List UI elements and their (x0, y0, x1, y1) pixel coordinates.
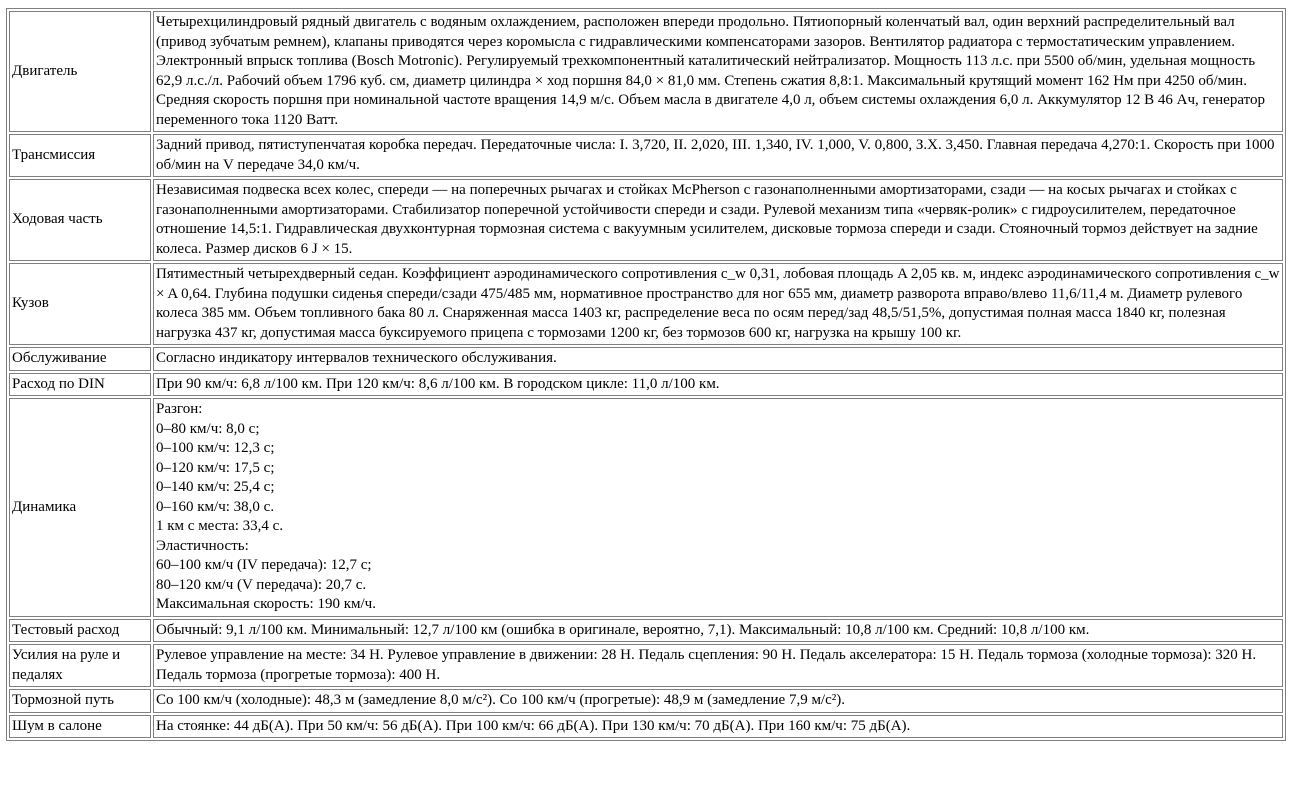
row-din-consumption (9, 373, 1283, 397)
row-body (9, 263, 1283, 345)
dynamics-line: 60–100 км/ч (IV передача): 12,7 с; (156, 557, 372, 573)
row-label: Ходовая часть (9, 179, 151, 261)
row-dynamics (9, 398, 1283, 617)
row-label: Шум в салоне (9, 715, 151, 739)
row-service (9, 347, 1283, 371)
dynamics-line: 0–160 км/ч: 38,0 с. (156, 498, 275, 515)
row-transmission (9, 134, 1283, 177)
row-value: Задний привод, пятиступенчатая коробка передач. Передаточные числа: I. 3,720, II. 2,020, III. 1,340, IV. 1,000, V. 0,800, З.Х. 3,450. Главная передача 4,270:1. Скорость при 1000 об/мин на V передаче 34,0 км/ч. (153, 134, 1283, 177)
dynamics-line: 80–120 км/ч (V передача): 20,7 с. (156, 576, 367, 593)
row-label: Трансмиссия (9, 134, 151, 177)
row-label: Тормозной путь (9, 689, 151, 713)
dynamics-line: Разгон: (156, 401, 203, 417)
dynamics-line: 0–120 км/ч: 17,5 с; (156, 459, 275, 476)
row-value: Четырехцилиндровый рядный двигатель с водяным охлаждением, расположен впереди продольно. Пятиопорный коленчатый вал, один верхний распределительный вал (привод зубчатым ремнем), клапаны приводятся через коромысла с гидравлическими компенсаторами зазоров. Вентилятор радиатора с термостатическим управлением. Электронный впрыск топлива (Bosch Motronic). Регулируемый трехкомпонентный каталитический нейтрализатор. Мощность 113 л.с. при 5500 об/мин, удельная мощность 62,9 л.с./л. Рабочий объем 1796 куб. см, диаметр цилиндра × ход поршня 84,0 × 81,0 мм. Степень сжатия 8,8:1. Максимальный крутящий момент 162 Нм при 4250 об/мин. Средняя скорость поршня при номинальной частоте вращения 14,9 м/с. Объем масла в двигателе 4,0 л, объем системы охлаждения 6,0 л. Аккумулятор 12 В 46 Ач, генератор переменного тока 1120 Ватт. (153, 11, 1283, 132)
row-value-lines (153, 398, 1283, 617)
row-value: На стоянке: 44 дБ(А). При 50 км/ч: 56 дБ(А). При 100 км/ч: 66 дБ(А). При 130 км/ч: 70 дБ(А). При 160 км/ч: 75 дБ(А). (153, 715, 1283, 739)
dynamics-line: 1 км с места: 33,4 с. (156, 518, 284, 534)
row-value: При 90 км/ч: 6,8 л/100 км. При 120 км/ч: 8,6 л/100 км. В городском цикле: 11,0 л/100 км. (153, 373, 1283, 397)
row-label: Расход по DIN (9, 373, 151, 397)
row-cabin-noise (9, 715, 1283, 739)
row-test-consumption (9, 619, 1283, 643)
row-engine (9, 11, 1283, 132)
row-label: Обслуживание (9, 347, 151, 371)
dynamics-line: Эластичность: (156, 537, 249, 554)
row-value: Независимая подвеска всех колес, спереди — на поперечных рычагах и стойках McPherson с газонаполненными амортизаторами, сзади — на косых рычагах и стойках с газонаполненными амортизаторами. Стабилизатор поперечной устойчивости спереди и сзади. Рулевой механизм типа «червяк-ролик» с гидроусилителем, передаточное отношение 14,5:1. Гидравлическая двухконтурная тормозная система с вакуумным усилителем, дисковые тормоза спереди и сзади. Стояночный тормоз действует на задние колеса. Размер дисков 6 J × 15. (153, 179, 1283, 261)
row-label: Тестовый расход (9, 619, 151, 643)
row-value: Пятиместный четырехдверный седан. Коэффициент аэродинамического сопротивления c_w 0,31, лобовая площадь A 2,05 кв. м, индекс аэродинамического сопротивления c_w × A 0,64. Глубина подушки сиденья спереди/сзади 475/485 мм, нормативное пространство для ног 655 мм, диаметр разворота вправо/влево 11,6/11,4 м. Диаметр рулевого колеса 385 мм. Объем топливного бака 80 л. Снаряженная масса 1403 кг, распределение веса по осям перед/зад 48,5/51,5%, допустимая полная масса 1840 кг, полезная нагрузка 437 кг, допустимая масса буксируемого прицепа с тормозами 1200 кг, без тормозов 600 кг, нагрузка на крышу 100 кг. (153, 263, 1283, 345)
row-braking-distance (9, 689, 1283, 713)
row-steering-pedal-forces (9, 644, 1283, 687)
row-label: Кузов (9, 263, 151, 345)
row-value: Согласно индикатору интервалов технического обслуживания. (153, 347, 1283, 371)
row-label: Динамика (9, 398, 151, 617)
dynamics-line: 0–100 км/ч: 12,3 с; (156, 440, 275, 456)
row-value: Обычный: 9,1 л/100 км. Минимальный: 12,7 л/100 км (ошибка в оригинале, вероятно, 7,1). Максимальный: 10,8 л/100 км. Средний: 10,8 л/100 км. (153, 619, 1283, 643)
spec-table (6, 8, 1286, 741)
dynamics-line: 0–80 км/ч: 8,0 с; (156, 420, 260, 437)
dynamics-line: 0–140 км/ч: 25,4 с; (156, 479, 275, 495)
row-value: Со 100 км/ч (холодные): 48,3 м (замедление 8,0 м/с²). Со 100 км/ч (прогретые): 48,9 м (замедление 7,9 м/с²). (153, 689, 1283, 713)
row-label: Усилия на руле и педалях (9, 644, 151, 687)
row-value: Рулевое управление на месте: 34 Н. Рулевое управление в движении: 28 Н. Педаль сцепления: 90 Н. Педаль акселератора: 15 Н. Педаль тормоза (холодные тормоза): 320 Н. Педаль тормоза (прогретые тормоза): 400 Н. (153, 644, 1283, 687)
dynamics-line: Максимальная скорость: 190 км/ч. (156, 596, 376, 612)
row-label: Двигатель (9, 11, 151, 132)
row-chassis (9, 179, 1283, 261)
